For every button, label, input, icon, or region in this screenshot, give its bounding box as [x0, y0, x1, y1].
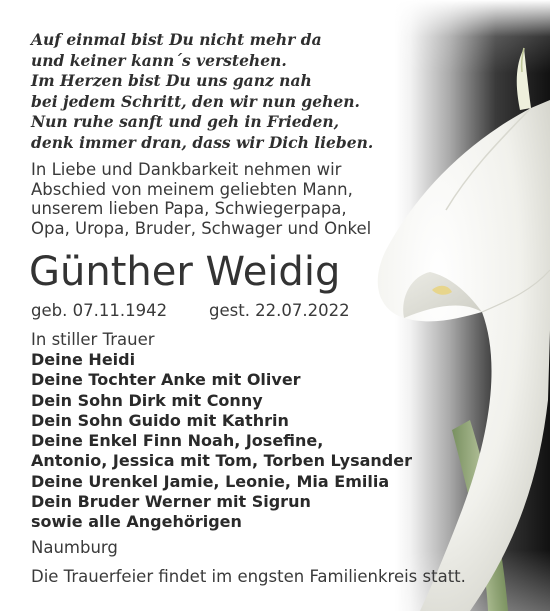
mourner-line: Deine Urenkel Jamie, Leonie, Mia Emilia	[31, 471, 390, 491]
mourner-line: Deine Enkel Finn Noah, Josefine,	[31, 431, 324, 451]
mourner-line: Dein Bruder Werner mit Sigrun	[31, 492, 311, 512]
poem-line: Im Herzen bist Du uns ganz nah	[31, 71, 312, 91]
farewell-line: Abschied von meinem geliebten Mann,	[31, 179, 353, 199]
mourner-line: Antonio, Jessica mit Tom, Torben Lysander	[31, 451, 412, 471]
poem-line: und keiner kann´s verstehen.	[31, 50, 287, 70]
farewell-line: unserem lieben Papa, Schwiegerpapa,	[31, 199, 347, 219]
mourner-line: Deine Tochter Anke mit Oliver	[31, 370, 301, 390]
mourner-line: Dein Sohn Guido mit Kathrin	[31, 410, 289, 430]
funeral-note: Die Trauerfeier findet im engsten Familienkreis statt.	[31, 567, 466, 586]
poem-line: bei jedem Schritt, den wir nun gehen.	[31, 91, 360, 111]
mourner-line: sowie alle Angehörigen	[31, 512, 242, 532]
birth-date: geb. 07.11.1942	[31, 301, 168, 320]
farewell-line: Opa, Uropa, Bruder, Schwager und Onkel	[31, 219, 372, 239]
poem-line: Nun ruhe sanft und geh in Frieden,	[31, 112, 340, 132]
poem-line: Auf einmal bist Du nicht mehr da	[31, 30, 322, 49]
poem	[31, 30, 391, 154]
mourning-intro: In stiller Trauer	[31, 330, 155, 349]
farewell-text	[31, 160, 391, 239]
farewell-line: In Liebe und Dankbarkeit nehmen wir	[31, 160, 342, 179]
deceased-name: Günther Weidig	[29, 249, 341, 295]
mourners-list	[31, 350, 431, 533]
mourner-line: Deine Heidi	[31, 350, 136, 369]
poem-line: denk immer dran, dass wir Dich lieben.	[31, 132, 374, 152]
mourner-line: Dein Sohn Dirk mit Conny	[31, 390, 263, 410]
town: Naumburg	[31, 538, 118, 557]
death-date: gest. 22.07.2022	[209, 301, 350, 320]
